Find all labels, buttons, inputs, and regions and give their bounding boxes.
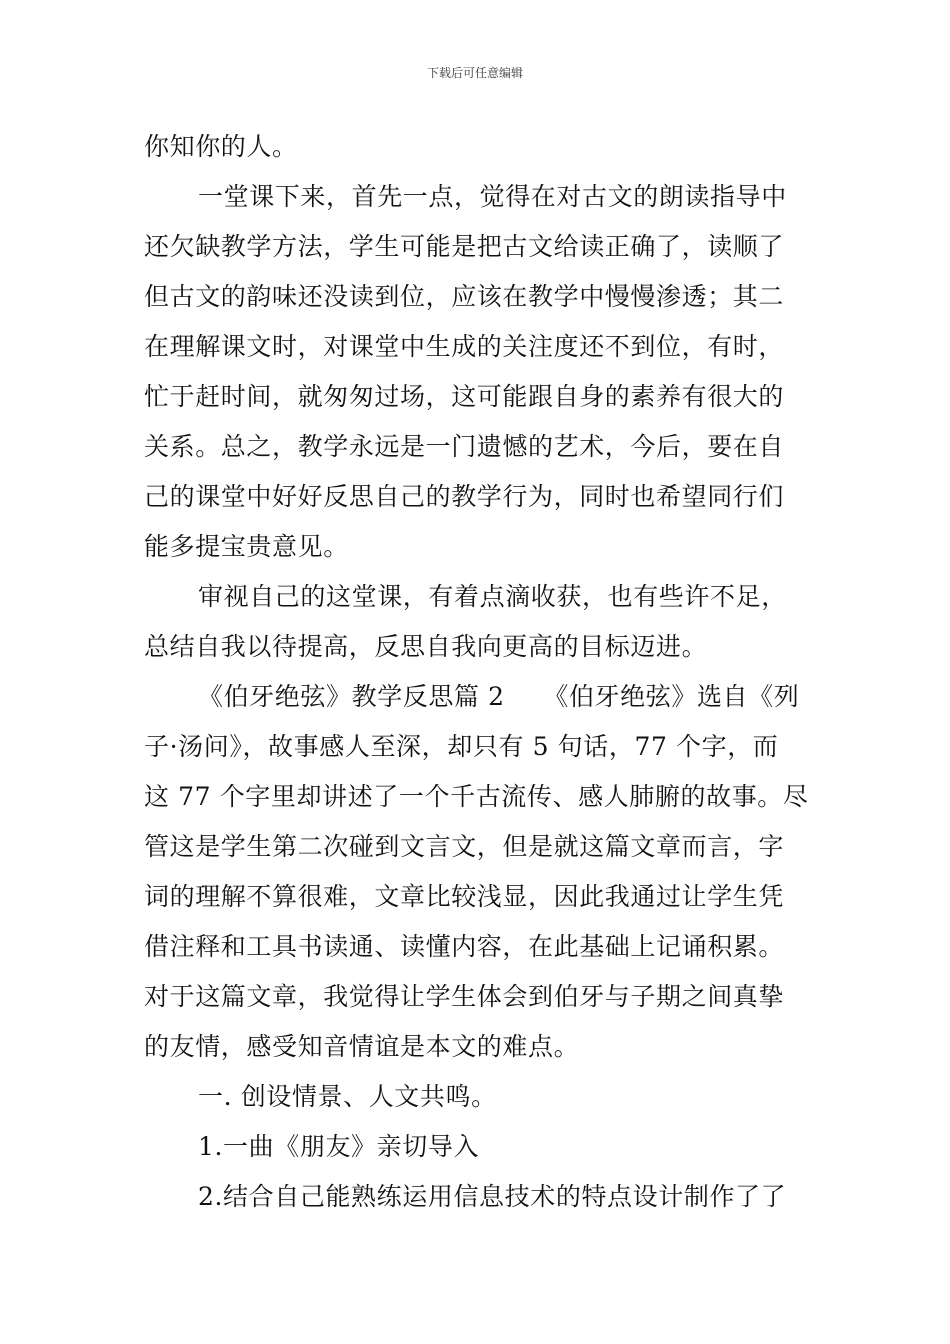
text-line: 词的理解不算很难，文章比较浅显，因此我通过让学生凭 xyxy=(144,882,785,911)
text-line: 2.结合自己能熟练运用信息技术的特点设计制作了了 xyxy=(198,1182,787,1211)
text-line: 能多提宝贵意见。 xyxy=(144,532,349,561)
text-line: 的友情，感受知音情谊是本文的难点。 xyxy=(144,1032,580,1061)
page-header: 下载后可任意编辑 xyxy=(426,66,523,80)
text-line: 《伯牙绝弦》教学反思篇 2 《伯牙绝弦》选自《列 xyxy=(198,682,800,711)
text-line: 己的课堂中好好反思自己的教学行为，同时也希望同行们 xyxy=(144,482,785,511)
text-line: 一堂课下来，首先一点，觉得在对古文的朗读指导中 xyxy=(198,182,787,211)
text-line: 这 77 个字里却讲述了一个千古流传、感人肺腑的故事。尽 xyxy=(144,782,809,811)
text-line: 1.一曲《朋友》亲切导入 xyxy=(198,1132,480,1161)
text-line: 你知你的人。 xyxy=(144,132,298,161)
text-line: 子·汤问》，故事感人至深，却只有 5 句话，77 个字，而 xyxy=(144,732,779,761)
text-line: 关系。总之，教学永远是一门遗憾的艺术，今后，要在自 xyxy=(144,432,785,461)
text-line: 总结自我以待提高，反思自我向更高的目标迈进。 xyxy=(144,632,708,661)
text-line: 管这是学生第二次碰到文言文，但是就这篇文章而言，字 xyxy=(144,832,785,861)
text-line: 忙于赶时间，就匆匆过场，这可能跟自身的素养有很大的 xyxy=(144,382,785,411)
text-line: 还欠缺教学方法，学生可能是把古文给读正确了，读顺了 xyxy=(144,232,785,261)
text-line: 对于这篇文章，我觉得让学生体会到伯牙与子期之间真挚 xyxy=(144,982,785,1011)
text-line: 但古文的韵味还没读到位，应该在教学中慢慢渗透；其二 xyxy=(144,282,785,311)
text-line: 借注释和工具书读通、读懂内容，在此基础上记诵积累。 xyxy=(144,932,785,961)
text-line: 审视自己的这堂课，有着点滴收获，也有些许不足， xyxy=(198,582,787,611)
text-line: 在理解课文时，对课堂中生成的关注度还不到位，有时， xyxy=(144,332,785,361)
document-body xyxy=(144,122,810,1222)
text-line: 一. 创设情景、人文共鸣。 xyxy=(198,1082,497,1111)
